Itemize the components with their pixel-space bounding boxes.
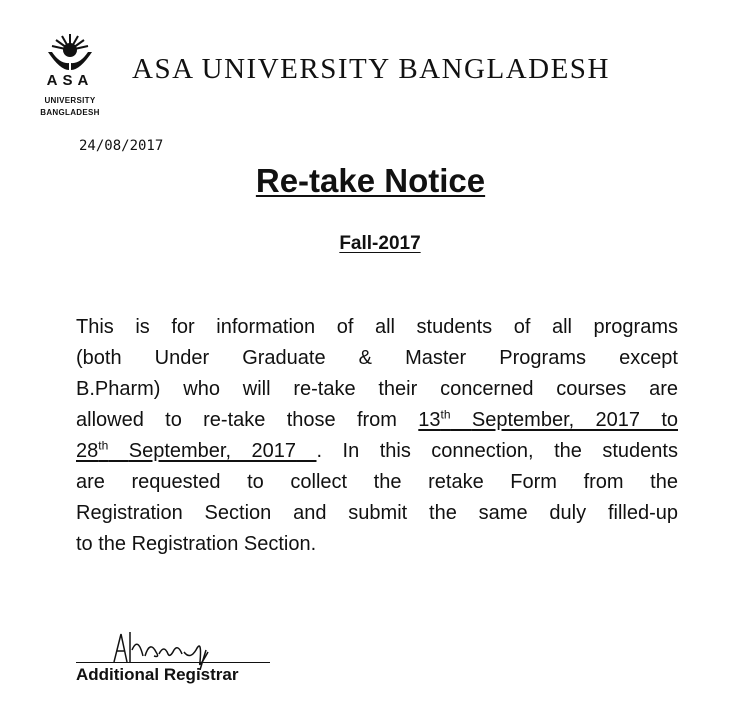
start-day: 13 — [418, 409, 441, 431]
notice-title — [0, 162, 741, 200]
body-text-segment: allowed to re-take those from — [76, 409, 397, 431]
body-line — [76, 405, 678, 436]
notice-date: 24/08/2017 — [79, 138, 164, 154]
end-day-suffix: th — [98, 438, 109, 453]
signature-line — [76, 662, 270, 663]
semester-text: Fall-2017 — [339, 233, 421, 254]
body-line: Registration Section and submit the same duly filled-up — [76, 502, 678, 524]
handwritten-signature — [112, 626, 222, 670]
start-day-suffix: th — [440, 407, 451, 422]
body-line: are requested to collect the retake Form from the — [76, 471, 678, 493]
start-month-year: September, 2017 to — [471, 409, 678, 431]
end-month-year: September, 2017 — [128, 440, 297, 462]
body-line — [76, 436, 678, 467]
semester-heading — [0, 233, 741, 255]
retake-end-date — [76, 440, 317, 462]
logo-subtitle-line1: UNIVERSITY — [44, 96, 96, 105]
body-text-segment: . In this connection, the students — [316, 440, 678, 462]
logo-abbreviation: ASA — [46, 72, 94, 89]
signatory-title: Additional Registrar — [76, 665, 239, 684]
body-line: to the Registration Section. — [76, 533, 317, 555]
university-name: ASA UNIVERSITY BANGLADESH — [132, 53, 610, 85]
logo-subtitle-line2: BANGLADESH — [40, 108, 100, 117]
retake-start-date — [418, 409, 678, 431]
body-line: (both Under Graduate & Master Programs except — [76, 347, 678, 369]
end-day: 28 — [76, 440, 99, 462]
university-logo — [30, 30, 110, 122]
sunrise-emblem-icon — [42, 30, 98, 72]
notice-title-text: Re-take Notice — [255, 162, 486, 199]
notice-body — [76, 312, 678, 560]
body-line: This is for information of all students of all programs — [76, 316, 678, 338]
body-line: B.Pharm) who will re-take their concerned courses are — [76, 378, 678, 400]
